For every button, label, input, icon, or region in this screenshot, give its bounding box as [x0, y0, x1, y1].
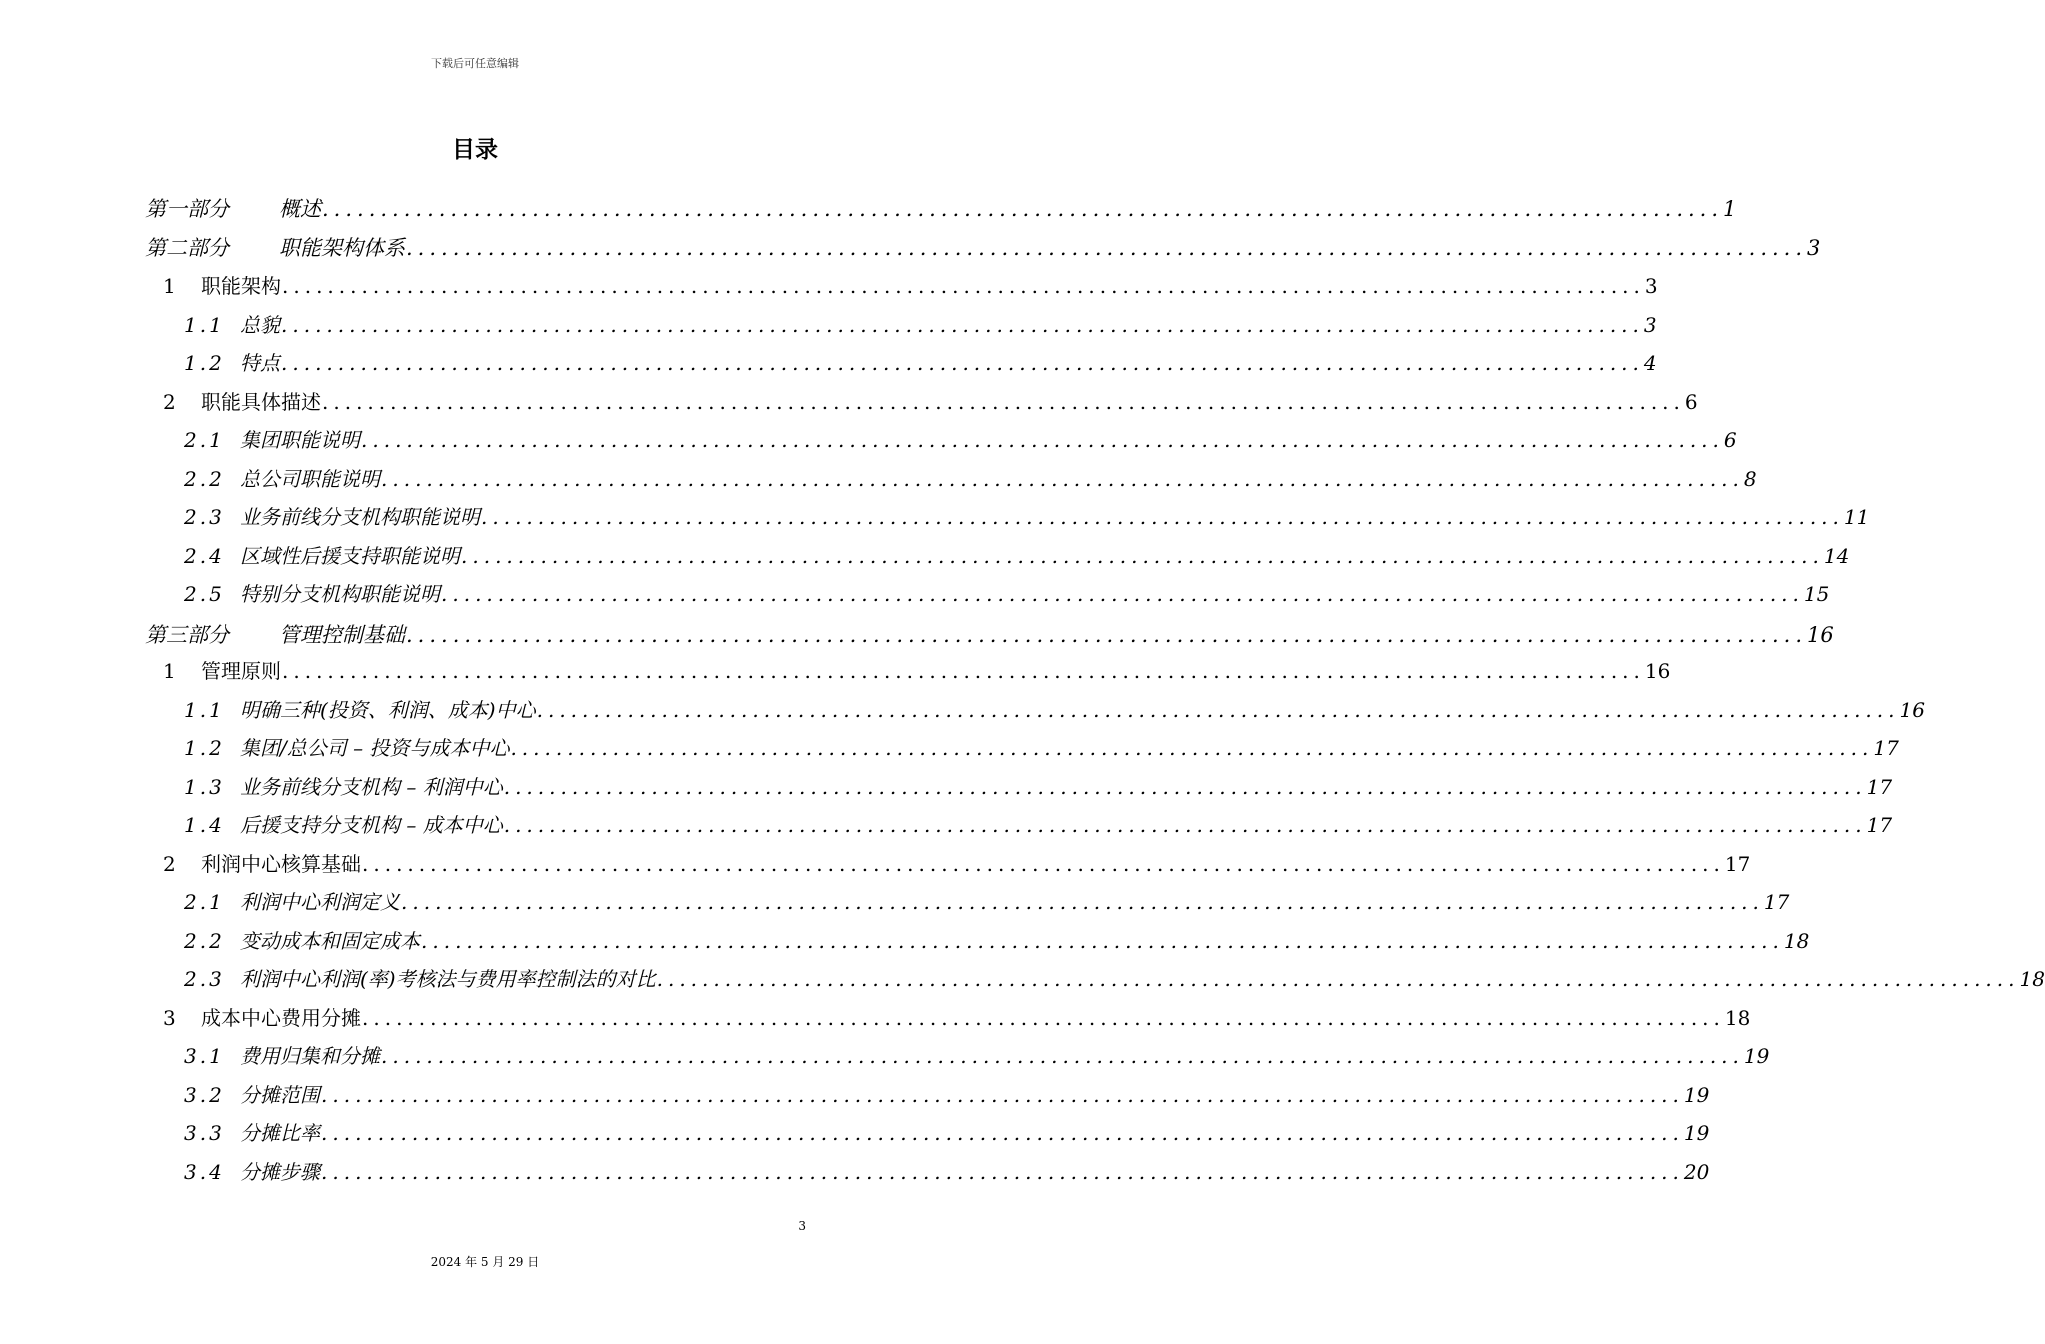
dot-leader: ........................................................................................................................: [406, 235, 1808, 260]
toc-entry-page: 18: [1724, 1005, 1751, 1030]
toc-entry-page: 3: [1643, 312, 1657, 337]
toc-entry-title: 业务前线分支机构 – 利润中心: [240, 774, 503, 799]
toc-entry[interactable]: [184, 890, 1790, 914]
toc-entry[interactable]: [184, 351, 1657, 375]
toc-entry-page: 17: [1873, 736, 1899, 760]
toc-entry-number: 1: [163, 274, 176, 298]
dot-leader: ........................................................................................................................: [481, 505, 1844, 529]
toc-entry-number: 2.3: [184, 967, 225, 991]
toc-entry-title: 后援支持分支机构 – 成本中心: [240, 813, 503, 837]
toc-entry[interactable]: [184, 774, 1893, 799]
toc-entry-number: 1.2: [184, 736, 225, 760]
toc-entry-page: 16: [1807, 622, 1834, 647]
toc-entry-title: 分摊比率: [240, 1121, 320, 1145]
toc-entry[interactable]: [145, 235, 1821, 260]
toc-entry[interactable]: [145, 622, 1834, 647]
toc-entry[interactable]: [145, 197, 1737, 221]
toc-entry-page: 11: [1843, 505, 1870, 529]
dot-leader: ........................................................................................................................: [656, 967, 2020, 991]
toc-entry-title: 特别分支机构职能说明: [240, 582, 440, 606]
toc-entry-title: 分摊步骤: [240, 1159, 320, 1184]
toc-entry-title: 职能架构: [201, 274, 281, 298]
toc-entry[interactable]: [184, 967, 2045, 991]
toc-entry[interactable]: [184, 813, 1893, 837]
toc-entry-title: 利润中心核算基础: [201, 851, 361, 876]
toc-entry[interactable]: [184, 582, 1830, 606]
toc-entry-page: 17: [1866, 774, 1893, 799]
toc-entry-page: 6: [1723, 428, 1737, 452]
dot-leader: ........................................................................................................................: [381, 1044, 1744, 1068]
dot-leader: ........................................................................................................................: [401, 890, 1764, 914]
toc-entry-page: 3: [1644, 274, 1658, 298]
toc-entry-number: 2.1: [184, 428, 225, 452]
toc-entry-page: 18: [1783, 928, 1810, 953]
toc-entry-page: 3: [1807, 235, 1821, 260]
toc-entry-number: 3.3: [184, 1121, 225, 1145]
toc-entry-page: 20: [1683, 1159, 1710, 1184]
dot-leader: ........................................................................................................................: [282, 659, 1645, 683]
toc-entry-page: 6: [1684, 389, 1698, 414]
toc-entry-number: 2.5: [184, 582, 225, 606]
toc-entry-number: 2.3: [184, 505, 225, 529]
toc-entry-title: 变动成本和固定成本: [240, 928, 420, 953]
toc-entry-title: 集团职能说明: [240, 428, 360, 452]
page-number: 3: [798, 1219, 806, 1233]
dot-leader: ........................................................................................................................: [510, 736, 1874, 760]
toc-title: 目录: [452, 137, 498, 163]
toc-entry-number: 3.2: [184, 1082, 225, 1107]
dot-leader: ........................................................................................................................: [282, 274, 1645, 298]
toc-entry-number: 1.1: [184, 312, 225, 337]
toc-entry-number: 3.4: [184, 1159, 225, 1184]
dot-leader: ........................................................................................................................: [281, 351, 1644, 375]
toc-entry[interactable]: [163, 389, 1698, 414]
dot-leader: ........................................................................................................................: [322, 389, 1685, 414]
page-header-note: 下载后可任意编辑: [431, 57, 519, 70]
dot-leader: ........................................................................................................................: [322, 197, 1724, 221]
toc-entry-title: 管理原则: [201, 659, 281, 683]
toc-entry-title: 区域性后援支持职能说明: [240, 543, 460, 568]
dot-leader: ........................................................................................................................: [461, 543, 1824, 568]
toc-entry-number: 2.1: [184, 890, 225, 914]
dot-leader: ........................................................................................................................: [421, 928, 1784, 953]
dot-leader: ........................................................................................................................: [362, 851, 1725, 876]
toc-entry-number: 3: [163, 1005, 176, 1030]
toc-entry-page: 19: [1683, 1082, 1710, 1107]
toc-entry[interactable]: [184, 736, 1899, 760]
toc-entry-number: 1.3: [184, 774, 225, 799]
toc-entry-number: 2.2: [184, 466, 225, 491]
toc-entry-number: 1.1: [184, 697, 225, 722]
toc-entry[interactable]: [184, 1159, 1710, 1184]
toc-entry-number: 3.1: [184, 1044, 225, 1068]
toc-entry-number: 第三部分: [145, 622, 229, 647]
toc-entry[interactable]: [184, 697, 1925, 722]
toc-entry[interactable]: [163, 1005, 1751, 1030]
dot-leader: ........................................................................................................................: [406, 622, 1808, 647]
toc-entry-title: 成本中心费用分摊: [201, 1005, 361, 1030]
toc-entry-page: 15: [1803, 582, 1830, 606]
dot-leader: ........................................................................................................................: [503, 813, 1867, 837]
dot-leader: ........................................................................................................................: [321, 1159, 1684, 1184]
toc-entry-title: 费用归集和分摊: [240, 1044, 380, 1068]
dot-leader: ........................................................................................................................: [321, 1121, 1684, 1145]
toc-entry[interactable]: [184, 543, 1850, 568]
toc-entry[interactable]: [184, 428, 1737, 452]
toc-entry-title: 特点: [240, 351, 280, 375]
dot-leader: ........................................................................................................................: [536, 697, 1900, 722]
toc-entry[interactable]: [163, 851, 1751, 876]
toc-entry-number: 1.4: [184, 813, 225, 837]
toc-entry-number: 第一部分: [145, 197, 229, 221]
toc-entry-title: 业务前线分支机构职能说明: [240, 505, 480, 529]
footer-date: 2024 年 5 月 29 日: [430, 1255, 540, 1269]
dot-leader: ........................................................................................................................: [362, 1005, 1725, 1030]
toc-entry-page: 16: [1899, 697, 1925, 722]
toc-entry-title: 明确三种(投资、利润、成本)中心: [240, 697, 536, 722]
dot-leader: ........................................................................................................................: [441, 582, 1804, 606]
toc-entry-page: 17: [1724, 851, 1751, 876]
toc-entry[interactable]: [184, 466, 1757, 491]
dot-leader: ........................................................................................................................: [381, 466, 1744, 491]
toc-entry-number: 2.4: [184, 543, 225, 568]
toc-entry-title: 分摊范围: [240, 1082, 320, 1107]
toc-entry-number: 1: [163, 659, 176, 683]
toc-entry[interactable]: [184, 928, 1810, 953]
toc-entry-page: 17: [1866, 813, 1893, 837]
toc-entry[interactable]: [184, 505, 1870, 529]
toc-entry-number: 第二部分: [145, 235, 229, 260]
toc-entry-title: 利润中心利润定义: [240, 890, 400, 914]
toc-entry-number: 2: [163, 851, 176, 876]
dot-leader: ........................................................................................................................: [361, 428, 1724, 452]
toc-entry-page: 1: [1723, 197, 1737, 221]
toc-entry-title: 总公司职能说明: [240, 466, 380, 491]
toc-entry-page: 8: [1743, 466, 1757, 491]
toc-entry-number: 1.2: [184, 351, 225, 375]
toc-entry-page: 18: [2019, 967, 2045, 991]
toc-entry-page: 19: [1683, 1121, 1710, 1145]
toc-entry-number: 2.2: [184, 928, 225, 953]
toc-entry-title: 概述: [279, 197, 321, 221]
toc-entry-title: 职能架构体系: [279, 235, 405, 260]
toc-entry-title: 总貌: [240, 312, 280, 337]
toc-entry[interactable]: [163, 274, 1658, 298]
toc-entry-title: 管理控制基础: [279, 622, 405, 647]
toc-entry-page: 17: [1763, 890, 1790, 914]
toc-entry-page: 16: [1644, 659, 1671, 683]
toc-entry[interactable]: [163, 659, 1671, 683]
toc-entry-number: 2: [163, 389, 176, 414]
dot-leader: ........................................................................................................................: [503, 774, 1867, 799]
toc-entry[interactable]: [184, 1044, 1770, 1068]
toc-entry-page: 4: [1643, 351, 1657, 375]
toc-entry[interactable]: [184, 312, 1657, 337]
toc-entry-page: 19: [1743, 1044, 1770, 1068]
toc-entry-page: 14: [1823, 543, 1850, 568]
toc-entry-title: 集团/总公司 – 投资与成本中心: [240, 736, 510, 760]
dot-leader: ........................................................................................................................: [281, 312, 1644, 337]
dot-leader: ........................................................................................................................: [321, 1082, 1684, 1107]
toc-entry-title: 职能具体描述: [201, 389, 321, 414]
toc-entry-title: 利润中心利润(率)考核法与费用率控制法的对比: [240, 967, 656, 991]
toc-entry[interactable]: [184, 1121, 1710, 1145]
toc-entry[interactable]: [184, 1082, 1710, 1107]
